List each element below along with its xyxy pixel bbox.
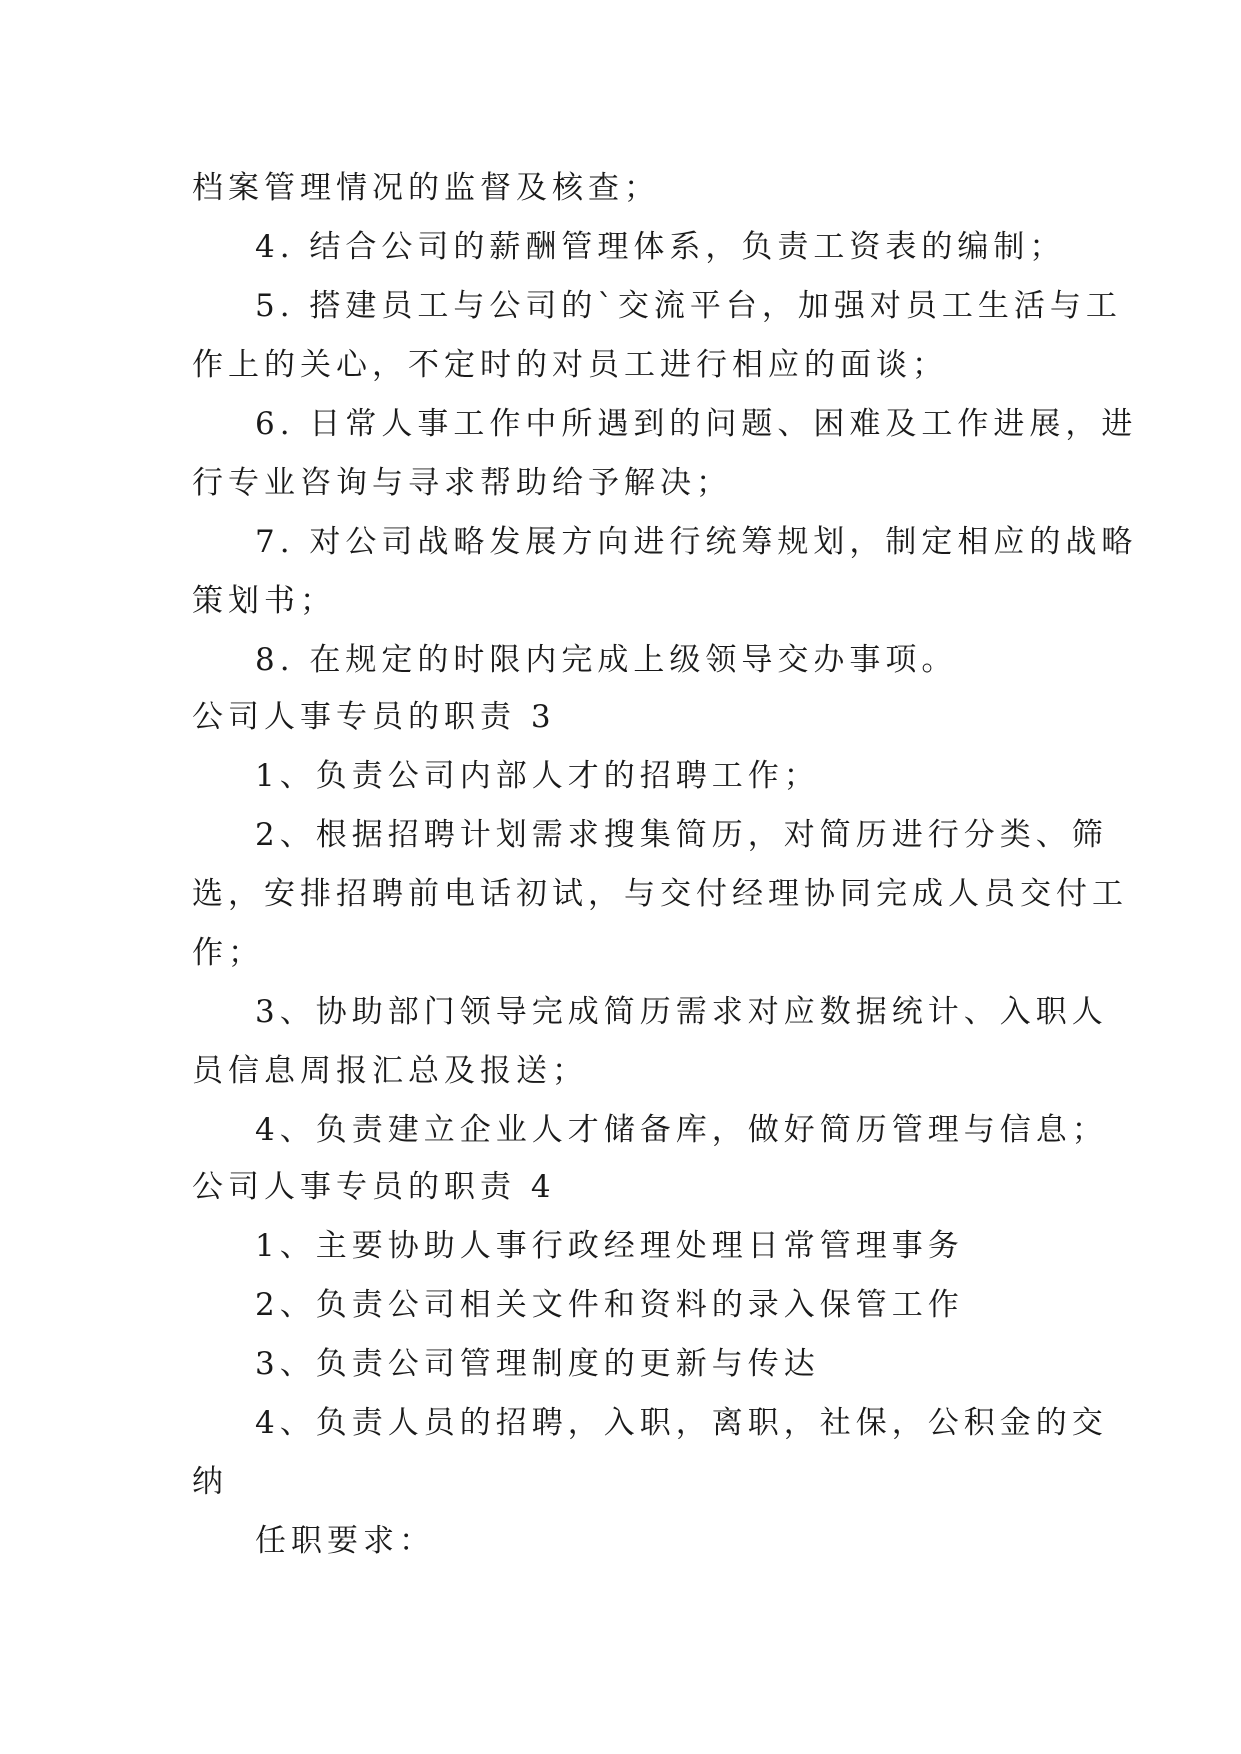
- text-line: 5. 搭建员工与公司的`交流平台，加强对员工生活与工: [255, 288, 1122, 324]
- text-line: 8. 在规定的时限内完成上级领导交办事项。: [255, 642, 958, 678]
- section-heading: 公司人事专员的职责 3: [192, 699, 556, 735]
- text-line: 任职要求：: [255, 1523, 435, 1559]
- text-line: 4. 结合公司的薪酬管理体系，负责工资表的编制；: [255, 229, 1066, 265]
- text-line: 4、负责人员的招聘，入职，离职，社保，公积金的交: [255, 1405, 1108, 1441]
- text-line: 2、负责公司相关文件和资料的录入保管工作: [255, 1287, 964, 1323]
- text-line: 选，安排招聘前电话初试，与交付经理协同完成人员交付工: [192, 876, 1128, 912]
- text-line: 7. 对公司战略发展方向进行统筹规划，制定相应的战略: [255, 524, 1138, 560]
- text-line: 纳: [192, 1464, 228, 1500]
- text-line: 行专业咨询与寻求帮助给予解决；: [192, 465, 732, 501]
- text-line: 作上的关心，不定时的对员工进行相应的面谈；: [192, 347, 948, 383]
- text-line: 1、主要协助人事行政经理处理日常管理事务: [255, 1228, 964, 1264]
- text-line: 6. 日常人事工作中所遇到的问题、困难及工作进展，进: [255, 406, 1138, 442]
- text-line: 2、根据招聘计划需求搜集简历，对简历进行分类、筛: [255, 817, 1108, 853]
- text-line: 3、负责公司管理制度的更新与传达: [255, 1346, 820, 1382]
- text-line: 4、负责建立企业人才储备库，做好简历管理与信息；: [255, 1112, 1108, 1148]
- text-line: 策划书；: [192, 583, 336, 619]
- text-line: 作；: [192, 935, 264, 971]
- text-line: 1、负责公司内部人才的招聘工作；: [255, 758, 820, 794]
- text-line: 3、协助部门领导完成简历需求对应数据统计、入职人: [255, 994, 1108, 1030]
- text-line: 档案管理情况的监督及核查；: [192, 170, 660, 206]
- section-heading: 公司人事专员的职责 4: [192, 1169, 556, 1205]
- text-line: 员信息周报汇总及报送；: [192, 1053, 588, 1089]
